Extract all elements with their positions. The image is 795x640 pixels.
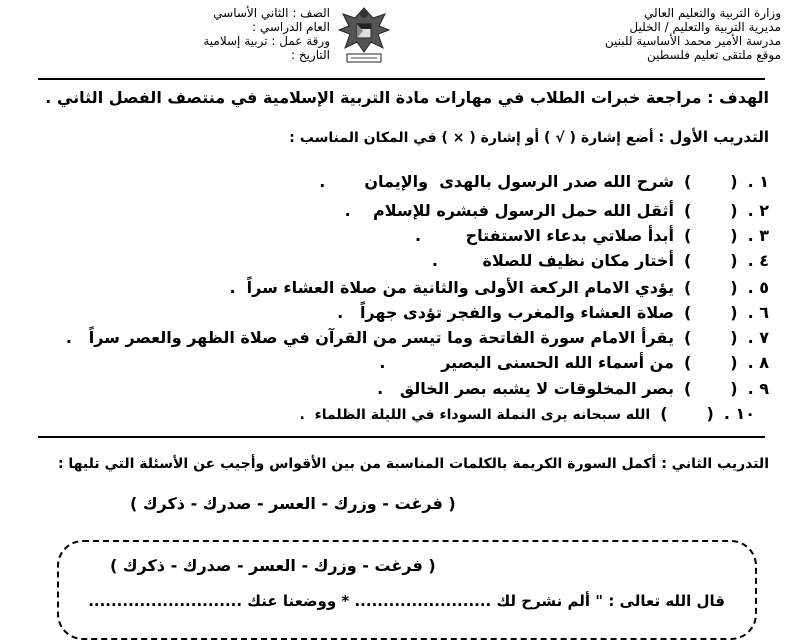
website-name: موقع ملتقى تعليم فلسطين [646, 48, 781, 62]
question-number: ٦ . [747, 303, 769, 322]
answer-blank[interactable]: ( ) [683, 251, 738, 270]
box-word-bank: ( فرغت - وزرك - العسر - صدرك - ذكرك ) [110, 556, 436, 575]
question-number: ٣ . [747, 226, 769, 245]
question-text: أبدأ صلاتي بدعاء الاستفتاح . [414, 226, 674, 245]
question-row [415, 226, 769, 245]
answer-blank[interactable]: ( ) [683, 353, 738, 372]
worksheet-goal: الهدف : مراجعة خبرات الطلاب في مهارات مادة التربية الإسلامية في منتصف الفصل الثاني . [45, 88, 769, 107]
question-row [432, 251, 769, 270]
exercise1-title: التدريب الأول : [658, 128, 769, 146]
question-row [337, 303, 769, 322]
answer-blank[interactable]: ( ) [683, 379, 738, 398]
worksheet-info [180, 6, 330, 62]
question-number: ٤ . [747, 251, 769, 270]
question-row [300, 404, 755, 423]
exercise1-heading [289, 128, 769, 146]
surah-text: قال الله تعالى : " ألم نشرح لك ........................ * ووضعنا عنك ........................... [88, 592, 725, 610]
question-number: ٩ . [747, 379, 769, 398]
question-text: أختار مكان نظيف للصلاة . [431, 251, 674, 270]
question-row [319, 172, 769, 191]
header-divider [38, 78, 765, 80]
question-text: الله سبحانه يرى النملة السوداء في الليلة الظلماء . [299, 407, 651, 423]
school-year-label: العام الدراسي : [251, 20, 330, 34]
question-text: يؤدي الامام الركعة الأولى والثانية من صلاة العشاء سراً . [229, 278, 674, 297]
question-row [377, 379, 769, 398]
school-header [541, 6, 781, 62]
question-text: يقرأ الامام سورة الفاتحة وما تيسر من القرآن في صلاة الظهر والعصر سراً . [65, 328, 674, 347]
exercise1-instruction: أضع إشارة ( √ ) أو إشارة ( × ) في المكان المناسب : [289, 130, 654, 146]
answer-blank[interactable]: ( ) [683, 328, 738, 347]
question-text: شرح الله صدر الرسول بالهدى والإيمان . [319, 172, 674, 191]
question-number: ١٠ . [723, 404, 755, 423]
question-text: صلاة العشاء والمغرب والفجر تؤدى جهراً . [337, 303, 674, 322]
question-row [66, 328, 769, 347]
question-number: ٥ . [747, 278, 769, 297]
question-text: أثقل الله حمل الرسول فبشره للإسلام . [344, 201, 674, 220]
question-row [345, 201, 769, 220]
question-number: ٧ . [747, 328, 769, 347]
date-label: التاريخ : [290, 48, 330, 62]
question-row [229, 278, 769, 297]
answer-blank[interactable]: ( ) [683, 303, 738, 322]
answer-blank[interactable]: ( ) [683, 201, 738, 220]
section-divider [38, 436, 765, 438]
answer-blank[interactable]: ( ) [683, 226, 738, 245]
palestine-emblem-icon [333, 0, 395, 70]
question-number: ١ . [747, 172, 769, 191]
subject-label: ورقة عمل : تربية إسلامية [203, 34, 330, 48]
question-row [379, 353, 769, 372]
answer-blank[interactable]: ( ) [660, 404, 714, 423]
surah-box [57, 540, 757, 640]
answer-blank[interactable]: ( ) [683, 278, 738, 297]
exercise2-title: التدريب الثاني : أكمل السورة الكريمة بالكلمات المناسبة من بين الأقواس وأجيب عن الأسئلة التي تليها : [57, 456, 769, 472]
answer-blank[interactable]: ( ) [683, 172, 738, 191]
grade-label: الصف : الثاني الأساسي [213, 6, 330, 20]
question-text: بصر المخلوقات لا يشبه بصر الخالق . [377, 379, 674, 398]
question-number: ٢ . [747, 201, 769, 220]
word-bank: ( فرغت - وزرك - العسر - صدرك - ذكرك ) [130, 494, 456, 513]
question-text: من أسماء الله الحسنى البصير . [379, 353, 674, 372]
ministry-name: وزارة التربية والتعليم العالي [644, 6, 781, 20]
question-number: ٨ . [747, 353, 769, 372]
directorate-name: مديرية التربية والتعليم / الخليل [629, 20, 781, 34]
school-name: مدرسة الأمير محمد الأساسية للبنين [604, 34, 781, 48]
